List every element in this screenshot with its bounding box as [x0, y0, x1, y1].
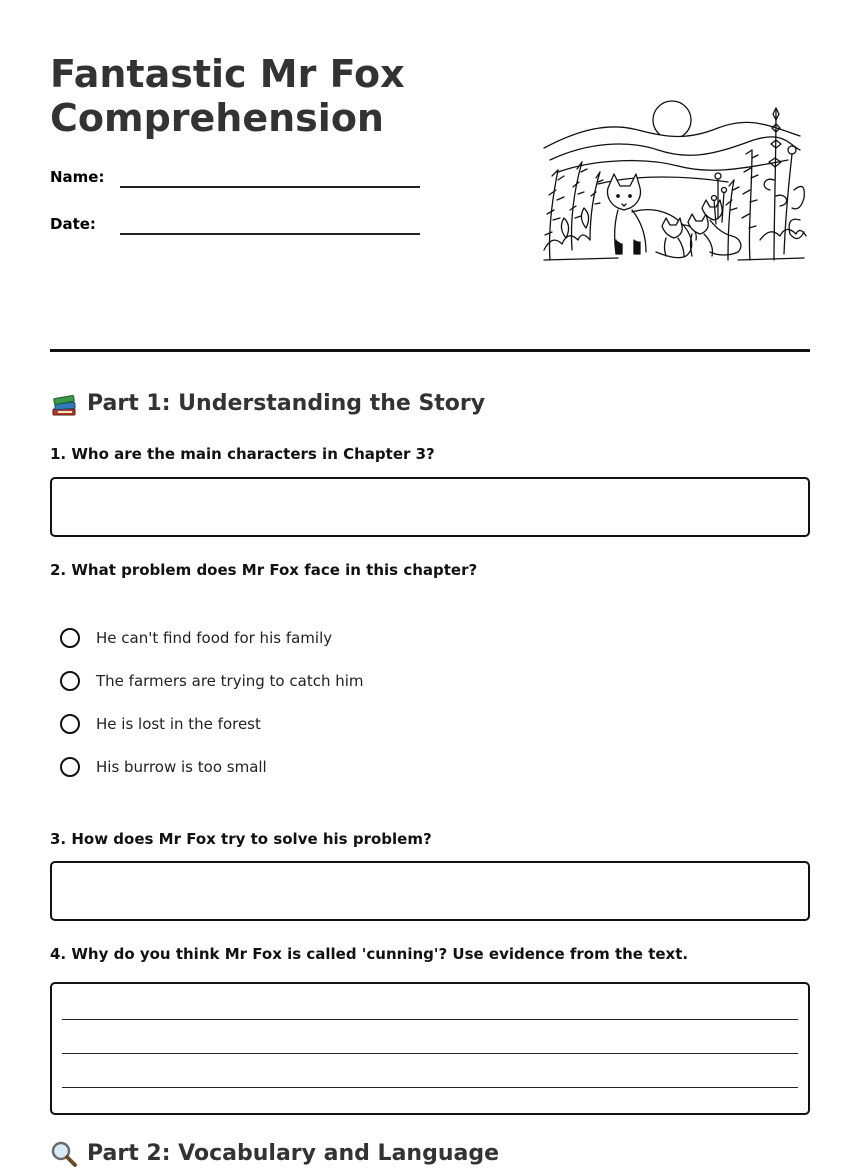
question-4: 4. Why do you think Mr Fox is called 'cunning'? Use evidence from the text.	[50, 945, 689, 963]
writing-line	[62, 1053, 798, 1054]
answer-box-4[interactable]	[50, 982, 810, 1115]
page-title	[50, 52, 510, 140]
part-1-heading-text: Part 1: Understanding the Story	[87, 391, 486, 416]
name-label: Name:	[50, 168, 105, 186]
radio-button[interactable]	[60, 671, 80, 691]
magnifier-icon	[50, 1140, 78, 1168]
date-label: Date:	[50, 215, 96, 233]
q2-option-2[interactable]	[60, 668, 364, 694]
header-divider	[50, 349, 810, 352]
q2-option-4[interactable]	[60, 754, 267, 780]
question-2: 2. What problem does Mr Fox face in this chapter?	[50, 561, 478, 579]
part-2-heading	[50, 1140, 499, 1168]
q2-option-4-label: His burrow is too small	[96, 758, 267, 776]
date-field[interactable]	[50, 209, 430, 239]
q2-option-1[interactable]	[60, 625, 332, 651]
writing-line	[62, 1087, 798, 1088]
writing-line	[62, 1019, 798, 1020]
radio-button[interactable]	[60, 628, 80, 648]
title-line-2: Comprehension	[50, 96, 384, 140]
q2-option-2-label: The farmers are trying to catch him	[96, 672, 364, 690]
radio-button[interactable]	[60, 757, 80, 777]
name-field[interactable]	[50, 162, 430, 192]
books-icon	[50, 390, 78, 418]
fox-family-illustration	[538, 100, 808, 268]
part-1-heading	[50, 390, 485, 418]
question-3: 3. How does Mr Fox try to solve his problem?	[50, 830, 432, 848]
question-1: 1. Who are the main characters in Chapter 3?	[50, 445, 435, 463]
q2-option-3-label: He is lost in the forest	[96, 715, 261, 733]
radio-button[interactable]	[60, 714, 80, 734]
q2-option-3[interactable]	[60, 711, 261, 737]
part-2-heading-text: Part 2: Vocabulary and Language	[87, 1141, 500, 1166]
answer-box-3[interactable]	[50, 861, 810, 921]
date-line[interactable]	[120, 233, 420, 235]
name-line[interactable]	[120, 186, 420, 188]
title-line-1: Fantastic Mr Fox	[50, 52, 405, 96]
answer-box-1[interactable]	[50, 477, 810, 537]
q2-option-1-label: He can't find food for his family	[96, 629, 333, 647]
